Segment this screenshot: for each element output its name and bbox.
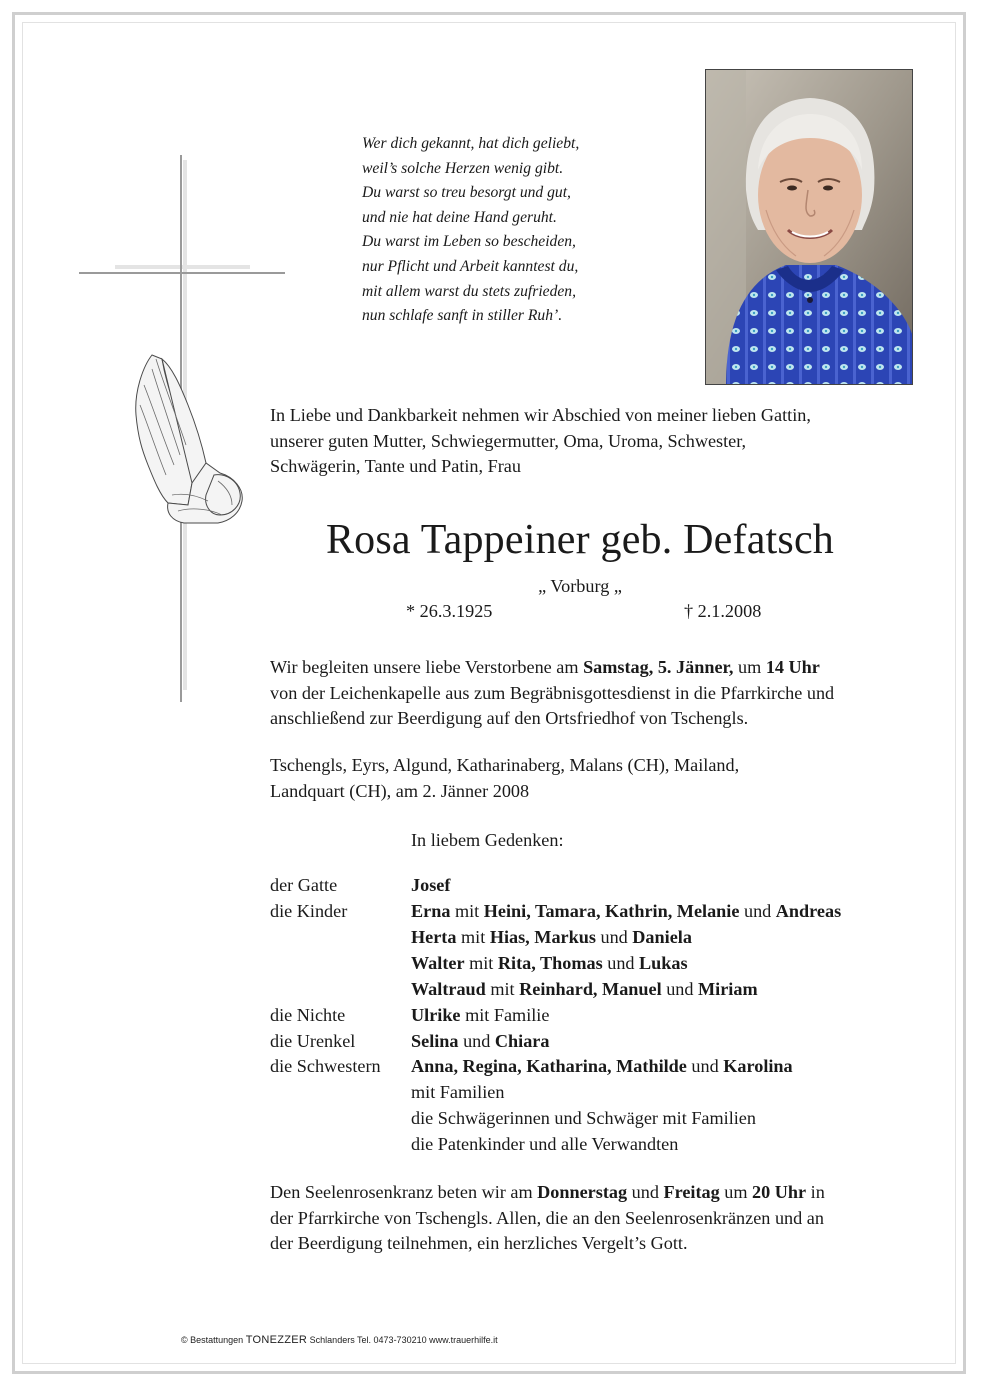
footer-credit bbox=[181, 1334, 498, 1346]
relative-name: Josef bbox=[411, 875, 451, 895]
relative-names bbox=[411, 1056, 793, 1077]
funeral-time: 14 Uhr bbox=[765, 657, 820, 677]
relative-names: die Schwägerinnen und Schwäger mit Familien bbox=[411, 1108, 756, 1128]
relative-connector: und bbox=[458, 1031, 495, 1051]
cross-horizontal-beam bbox=[79, 272, 285, 274]
funeral-line: von der Leichenkapelle aus zum Begräbnisgottesdienst in die Pfarrkirche und bbox=[270, 682, 835, 703]
relative-connector: mit bbox=[456, 927, 490, 947]
relative-names: mit Familien bbox=[411, 1082, 505, 1102]
poem-line: Du warst im Leben so bescheiden, bbox=[362, 233, 576, 251]
rosary-line: der Beerdigung teilnehmen, ein herzliches Vergelt’s Gott. bbox=[270, 1233, 688, 1253]
relative-connector: mit bbox=[485, 979, 520, 999]
relative-names: die Patenkinder und alle Verwandten bbox=[411, 1134, 679, 1154]
funeral-line bbox=[270, 655, 820, 681]
relative-name: Walter bbox=[411, 953, 465, 973]
relative-names bbox=[411, 1031, 549, 1052]
relative-label: der Gatte bbox=[270, 875, 338, 895]
portrait-image bbox=[706, 70, 913, 385]
relative-connector: und bbox=[739, 901, 776, 921]
relative-label: die Nichte bbox=[270, 1005, 346, 1025]
intro-line: unserer guten Mutter, Schwiegermutter, Oma, Uroma, Schwester, bbox=[270, 430, 747, 451]
relative-names bbox=[411, 927, 692, 948]
relative-name: Herta bbox=[411, 927, 457, 947]
relative-label: die Schwestern bbox=[270, 1056, 381, 1076]
poem-line: und nie hat deine Hand geruht. bbox=[362, 208, 557, 226]
relative-names bbox=[411, 979, 758, 1000]
relative-name: Lukas bbox=[639, 953, 688, 973]
footer-brand: TONEZZER bbox=[245, 1334, 308, 1346]
relative-name: Anna, Regina, Katharina, Mathilde bbox=[411, 1056, 687, 1076]
rosary-line bbox=[270, 1180, 825, 1206]
rosary-text: Den Seelenrosenkranz beten wir am bbox=[270, 1182, 538, 1202]
relative-names bbox=[411, 901, 841, 922]
relative-name: Reinhard, Manuel bbox=[519, 979, 662, 999]
funeral-text: Wir begleiten unsere liebe Verstorbene am bbox=[270, 657, 584, 677]
relative-connector: und bbox=[602, 953, 640, 973]
relative-name: Selina bbox=[411, 1031, 459, 1051]
poem-line: nun schlafe sanft in stiller Ruh’. bbox=[362, 307, 563, 325]
relative-name: Rita, Thomas bbox=[497, 953, 603, 973]
birth-date: * 26.3.1925 bbox=[406, 601, 493, 621]
relative-names bbox=[411, 1005, 549, 1026]
cross-shadow-horizontal bbox=[115, 265, 250, 269]
rosary-day: Freitag bbox=[663, 1182, 720, 1202]
poem bbox=[362, 132, 579, 329]
nickname: „ Vorburg „ bbox=[538, 576, 622, 596]
rosary-text: und bbox=[627, 1182, 664, 1202]
intro-line: Schwägerin, Tante und Patin, Frau bbox=[270, 456, 521, 476]
relative-connector: mit Familie bbox=[460, 1005, 550, 1025]
funeral-text: um bbox=[733, 657, 766, 677]
footer-prefix: © Bestattungen bbox=[181, 1335, 246, 1345]
intro-line: In Liebe und Dankbarkeit nehmen wir Abschied von meiner lieben Gattin, bbox=[270, 405, 811, 425]
relative-label: die Kinder bbox=[270, 901, 348, 921]
rosary-day: Donnerstag bbox=[537, 1182, 628, 1202]
footer-contact: Schlanders Tel. 0473-730210 www.trauerhilfe.it bbox=[307, 1335, 498, 1345]
funeral-date: Samstag, 5. Jänner, bbox=[583, 657, 734, 677]
poem-line: nur Pflicht und Arbeit kanntest du, bbox=[362, 257, 579, 275]
rosary-text: in bbox=[806, 1182, 825, 1202]
relative-connector: und bbox=[661, 979, 699, 999]
rosary-text: um bbox=[719, 1182, 753, 1202]
place-date-line: Landquart (CH), am 2. Jänner 2008 bbox=[270, 780, 530, 801]
in-memory-heading: In liebem Gedenken: bbox=[411, 830, 564, 850]
relative-name: Daniela bbox=[632, 927, 692, 947]
rosary-line: der Pfarrkirche von Tschengls. Allen, die an den Seelenrosenkränzen und an bbox=[270, 1207, 824, 1228]
relative-connector: und bbox=[595, 927, 633, 947]
relative-name: Chiara bbox=[494, 1031, 550, 1051]
poem-line: mit allem warst du stets zufrieden, bbox=[362, 282, 576, 300]
relative-names bbox=[411, 875, 450, 896]
relative-names bbox=[411, 953, 688, 974]
poem-line: weil’s solche Herzen wenig gibt. bbox=[362, 159, 564, 177]
relative-name: Erna bbox=[411, 901, 451, 921]
deceased-name: Rosa Tappeiner geb. Defatsch bbox=[325, 517, 835, 563]
relative-name: Andreas bbox=[775, 901, 842, 921]
relative-name: Miriam bbox=[698, 979, 758, 999]
relative-connector: mit bbox=[450, 901, 484, 921]
relative-connector: mit bbox=[464, 953, 498, 973]
death-date: † 2.1.2008 bbox=[684, 601, 762, 621]
rosary-time: 20 Uhr bbox=[752, 1182, 807, 1202]
relative-name: Karolina bbox=[723, 1056, 793, 1076]
relative-name: Waltraud bbox=[411, 979, 486, 999]
relative-name: Hias, Markus bbox=[489, 927, 596, 947]
poem-line: Wer dich gekannt, hat dich geliebt, bbox=[362, 135, 580, 152]
relative-name: Heini, Tamara, Kathrin, Melanie bbox=[483, 901, 740, 921]
place-date-line: Tschengls, Eyrs, Algund, Katharinaberg, Malans (CH), Mailand, bbox=[270, 755, 740, 775]
funeral-line: anschließend zur Beerdigung auf den Ortsfriedhof von Tschengls. bbox=[270, 708, 749, 728]
praying-hands-icon bbox=[122, 345, 252, 525]
portrait-photo bbox=[705, 69, 913, 385]
poem-line: Du warst so treu besorgt und gut, bbox=[362, 184, 571, 202]
relative-label: die Urenkel bbox=[270, 1031, 356, 1051]
relative-name: Ulrike bbox=[411, 1005, 461, 1025]
relative-connector: und bbox=[686, 1056, 724, 1076]
